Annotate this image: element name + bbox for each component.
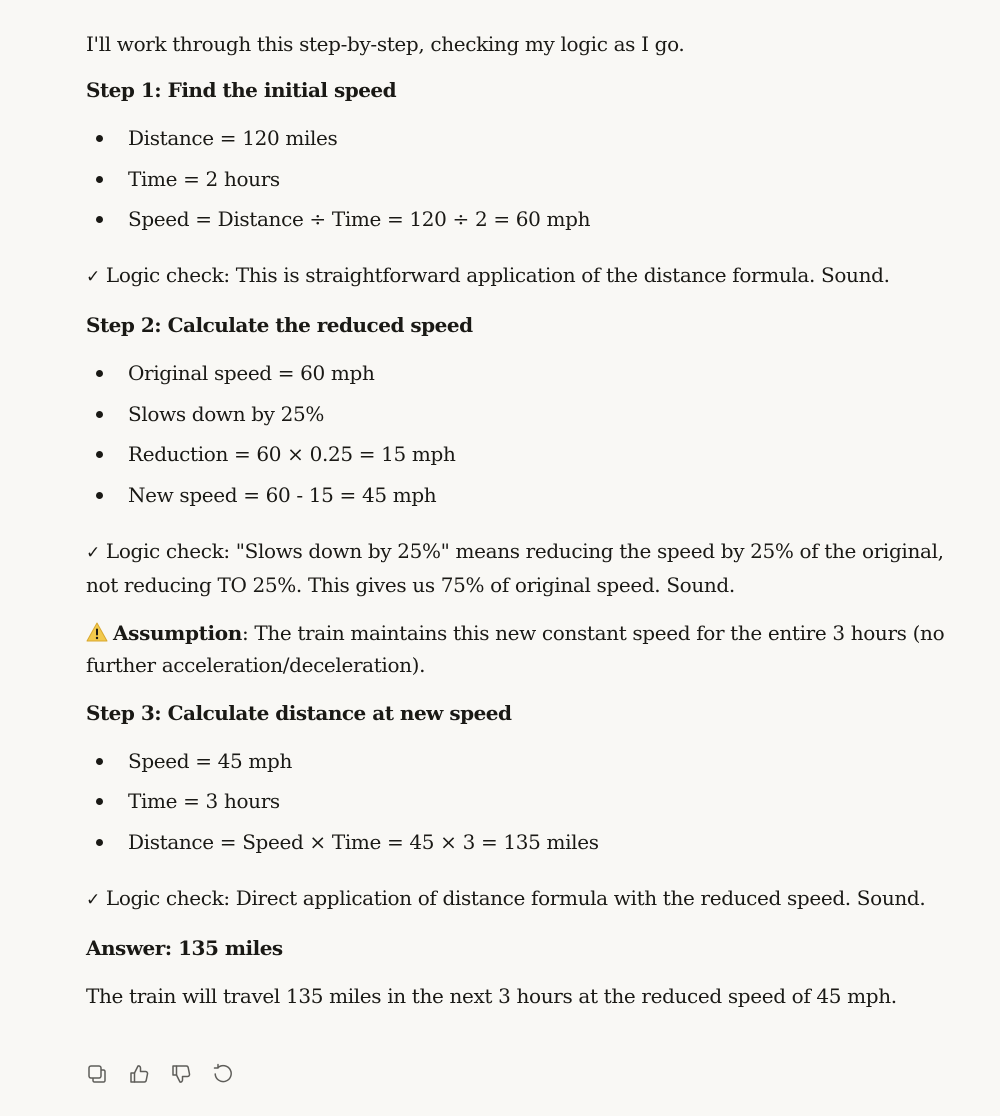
step-3-title: Step 3: Calculate distance at new speed <box>86 700 512 725</box>
list-item: Speed = 45 mph <box>86 745 960 777</box>
thumbs-up-icon <box>128 1063 150 1085</box>
list-item: Distance = 120 miles <box>86 122 960 154</box>
step-1-title: Step 1: Find the initial speed <box>86 78 397 102</box>
thumbs-down-button[interactable] <box>170 1063 192 1085</box>
list-item: Distance = Speed × Time = 45 × 3 = 135 miles <box>86 826 960 858</box>
step-2-logic-check <box>86 535 960 601</box>
check-mark-icon: ✓ <box>86 267 100 287</box>
list-item: Time = 3 hours <box>86 785 960 817</box>
list-item: Slows down by 25% <box>86 398 960 430</box>
intro-text: I'll work through this step-by-step, checking my logic as I go. <box>86 32 685 56</box>
check-mark-icon: ✓ <box>86 889 100 910</box>
retry-button[interactable] <box>212 1063 234 1085</box>
assumption-text: : The train maintains this new constant speed for the entire 3 hours (no further acceleration/deceleration). <box>86 620 945 677</box>
check-mark-icon: ✓ <box>86 542 100 563</box>
logic-check-text: Logic check: "Slows down by 25%" means reducing the speed by 25% of the original, not reducing TO 25%. This gives us 75% of original speed. Sound. <box>86 538 944 597</box>
step-3-list <box>86 745 960 858</box>
list-item: Original speed = 60 mph <box>86 357 960 389</box>
warning-icon <box>86 622 108 642</box>
thumbs-up-button[interactable] <box>128 1063 150 1085</box>
list-item: New speed = 60 - 15 = 45 mph <box>86 479 960 511</box>
logic-check-text: Logic check: Direct application of distance formula with the reduced speed. Sound. <box>105 885 926 910</box>
final-text: The train will travel 135 miles in the next 3 hours at the reduced speed of 45 mph. <box>86 983 897 1008</box>
answer-heading: Answer: 135 miles <box>86 935 283 960</box>
retry-icon <box>212 1063 234 1085</box>
list-item: Speed = Distance ÷ Time = 120 ÷ 2 = 60 mph <box>86 203 960 235</box>
logic-check-text: Logic check: This is straightforward application of the distance formula. Sound. <box>105 263 890 287</box>
copy-button[interactable] <box>86 1063 108 1085</box>
assumption-label: Assumption <box>113 620 242 645</box>
assumption-note <box>86 617 960 681</box>
assistant-message <box>86 28 960 1012</box>
thumbs-down-icon <box>170 1063 192 1085</box>
step-2-title: Step 2: Calculate the reduced speed <box>86 313 473 337</box>
copy-icon <box>86 1063 108 1085</box>
step-2-list <box>86 357 960 511</box>
message-actions <box>86 1063 234 1085</box>
list-item: Reduction = 60 × 0.25 = 15 mph <box>86 438 960 470</box>
step-3-logic-check <box>86 882 960 916</box>
list-item: Time = 2 hours <box>86 163 960 195</box>
step-1-logic-check <box>86 259 960 293</box>
step-1-list <box>86 122 960 235</box>
